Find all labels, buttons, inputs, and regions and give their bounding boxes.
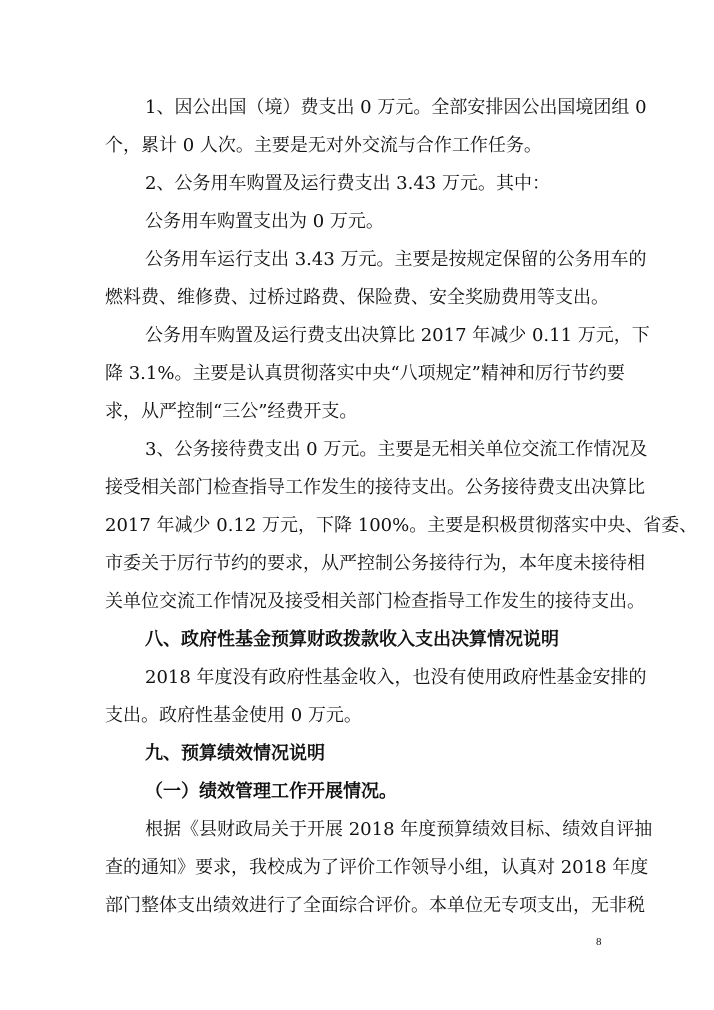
paragraph-line: 求，从严控制“三公”经费开支。 <box>105 401 358 422</box>
paragraph-line: 查的通知》要求，我校成为了评价工作领导小组，认真对 2018 年度 <box>105 857 649 878</box>
paragraph-line: 1、因公出国（境）费支出 0 万元。全部安排因公出国境团组 0 <box>145 97 647 118</box>
paragraph-line: 2018 年度没有政府性基金收入，也没有使用政府性基金安排的 <box>145 667 647 688</box>
paragraph-line: 公务用车购置支出为 0 万元。 <box>145 211 384 232</box>
paragraph-line: 接受相关部门检查指导工作发生的接待支出。公务接待费支出决算比 <box>105 477 645 498</box>
section-heading-9: 九、预算绩效情况说明 <box>145 743 325 764</box>
paragraph-line: 个，累计 0 人次。主要是无对外交流与合作工作任务。 <box>105 135 542 156</box>
paragraph-line: 2、公务用车购置及运行费支出 3.43 万元。其中： <box>145 173 550 194</box>
paragraph-line: 3、公务接待费支出 0 万元。主要是无相关单位交流工作情况及 <box>145 439 648 460</box>
paragraph-line: 关单位交流工作情况及接受相关部门检查指导工作发生的接待支出。 <box>105 591 645 612</box>
section-heading-8: 八、政府性基金预算财政拨款收入支出决算情况说明 <box>145 629 559 650</box>
subsection-heading-1: （一）绩效管理工作开展情况。 <box>145 781 397 802</box>
paragraph-line: 2017 年减少 0.12 万元，下降 100%。主要是积极贯彻落实中央、省委、 <box>105 515 698 536</box>
paragraph-line: 市委关于厉行节约的要求，从严控制公务接待行为，本年度未接待相 <box>105 553 645 574</box>
paragraph-line: 根据《县财政局关于开展 2018 年度预算绩效目标、绩效自评抽 <box>145 819 653 840</box>
paragraph-line: 公务用车运行支出 3.43 万元。主要是按规定保留的公务用车的 <box>145 249 647 270</box>
paragraph-line: 支出。政府性基金使用 0 万元。 <box>105 705 362 726</box>
page-number: 8 <box>596 936 602 948</box>
paragraph-line: 燃料费、维修费、过桥过路费、保险费、安全奖励费用等支出。 <box>105 287 609 308</box>
paragraph-line: 部门整体支出绩效进行了全面综合评价。本单位无专项支出，无非税 <box>105 895 645 916</box>
paragraph-line: 公务用车购置及运行费支出决算比 2017 年减少 0.11 万元，下 <box>145 325 650 346</box>
paragraph-line: 降 3.1%。主要是认真贯彻落实中央“八项规定”精神和厉行节约要 <box>105 363 625 384</box>
